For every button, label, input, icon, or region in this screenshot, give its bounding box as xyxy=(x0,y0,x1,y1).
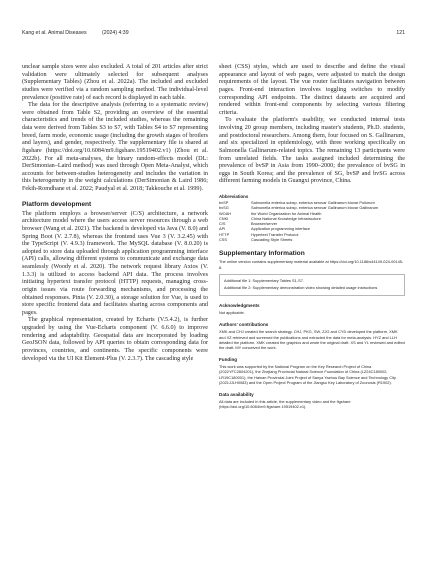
abbreviation-key: bvSG xyxy=(219,205,229,211)
paragraph-3: The platform employs a browser/server (C/S) architecture, a network architecture model where the users access server resources through a web browser (Wang et al. 2021). The backend is developed via Java (V. 8.0) and Spring Boot (V. 2.7.8), whereas the frontend uses Vue 3 (V. 3.2.45) with the TypeScript (V. 4.9.3) framework. The MySQL database (V. 8.0.20) is adopted to store data uploaded through application programming interface (API) calls, allowing different systems to communicate and exchange data seamlessly (Woody et al. 2020). The network request library Axios (V. 1.3.3) is utilized to access backend API data. The process involves initiating hypertext transfer protocol (HTTP) requests, managing cross-origin issues via route forwarding mechanisms, and processing the obtained responses. Pinia (V. 2.0.30), a storage solution for Vue, is used to store specific frontend data and facilitates sharing across components and pages. xyxy=(22,210,208,316)
abbreviation-row xyxy=(219,237,378,242)
paragraph-2: The data for the descriptive analysis (referring to a systematic review) were obtained from Table S2, providing an overview of the essential characteristics and trends of the included studies, whereas the remaining data were derived from Tables S3 to S7, with Tables S4 to S7 representing breed, farm mode, economic usage (including the growth stages of broilers and layers), and gender, respectively. The supplementary file is shared at figshare (https://doi.org/10.6084/m9.figshare.19519402.v1) (Zhou et al. 2022b). For all meta-analyses, the binary random-effects model (DL: DerSimonian–Laird method) was used through Open Meta-Analyst, which accounts for between-studies heterogeneity and includes the variation in this heterogeneity in the weight calculations (DerSimonian & Laird 1986; Fekih-Romdhane et al. 2022; Paudyal et al. 2018; Takkouche et al. 1999). xyxy=(22,102,208,192)
citation: (2024) 4:39 xyxy=(102,30,129,36)
abbreviation-value: Application programming interface xyxy=(251,226,311,232)
abbreviation-key: HTTP xyxy=(219,231,230,237)
funding-heading: Funding xyxy=(219,357,238,363)
paragraph-4: The graphical representation, created by Echarts (V.5.4.2), is further upgraded by using the Vue-Echarts component (V. 6.6.0) to improve rendering and adaptability. Geospatial data are incorporated by loading GeoJSON data, followed by API queries to obtain corresponding data for provinces, countries, and continents. The specific components were developed via the UI Kit Element-Plus (V. 2.3.7). The cascading style xyxy=(22,317,208,362)
abbreviation-value: the World Organization for Animal Health xyxy=(251,210,322,216)
paragraph-5: sheet (CSS) styles, which are used to describe and define the visual appearance and layout of web pages, were adjusted to match the design requirements of the layout. The vue router facilitates navigation between pages. Front-end interaction involves toggling switches to modify corresponding API endpoints. The distinct datasets are acquired and rendered within front-end components by selecting various filtering criteria. xyxy=(219,64,405,116)
abbreviations-table xyxy=(219,200,378,242)
abbreviation-key: API xyxy=(219,226,226,232)
left-column xyxy=(22,64,208,363)
abbreviation-value: Salmonella enterica subsp. enterica serovar Gallinarum biovar Pullorum xyxy=(251,200,375,205)
right-column xyxy=(219,64,405,409)
supplementary-files-box xyxy=(219,274,405,296)
abbreviations-heading: Abbreviations xyxy=(219,194,249,199)
abbreviation-key: bvSP xyxy=(219,200,229,205)
page-number: 121 xyxy=(396,30,405,36)
abbreviation-key: CSS xyxy=(219,237,227,243)
contributions-text: XMK and CHJ created the search strategy. CHJ, PKG, SW, ZJG and CYD developed the platform. XMK and XZ retrieved and screened the publications and extracted the data for meta-analysis. HYZ and LLH detailed the platform. XMK created the graphics and wrote the original draft. XS and YL reviewed and edited the draft. MY conceived the work. xyxy=(219,329,405,350)
abbreviation-key: CNKI xyxy=(219,215,229,221)
data-availability-heading: Data availability xyxy=(219,392,254,398)
abbreviation-value: Cascading Style Sheets xyxy=(251,237,293,243)
abbreviation-value: Browser/server xyxy=(251,221,278,227)
acknowledgments-heading: Acknowledgments xyxy=(219,303,260,309)
funding-text: This work was supported by the National Program on the Key Research Project of China (2022YFC2604201), the Zhejiang Provincial Natural Science Foundation of China (LZ24C180002, LR19C180001), the Hainan Provincial Joint Project of Sanya Yazhou Bay Science and Technology City (2021JJLH0083) and the Open Project Program of the Jiangsu Key Laboratory of Zoonosis (R1902). xyxy=(219,364,396,385)
paragraph-6: To evaluate the platform's usability, we conducted internal tests involving 20 group members, including master's students, Ph.D. students, and postdoctoral researchers. Among them, four focused on S. Gallinarum, and six specialized in epidemiology, with three working specifically on Salmonella Gallinarum-related topics. The remaining 13 participants were from unrelated fields. The tasks assigned included determining the prevalence of bvSP in Asia from 1990–2000; the prevalence of bvSG in eggs in South Korea; and the prevalence of SG, bvSP and bvSG across different farming models in Guangxi province, China. xyxy=(219,117,405,185)
contributions-heading: Authors' contributions xyxy=(219,322,269,328)
paragraph-1: unclear sample sizes were also excluded. A total of 201 articles after strict validation were ultimately selected for subsequent analyses (Supplementary Tables) (Zhou et al. 2022a). The included and excluded studies were verified via a random sampling method. The individual-level prevalence (positive rate) of each record is displayed in each table. xyxy=(22,64,208,101)
abbreviation-value: Salmonella enterica subsp. enterica serovar Gallinarum biovar Gallinarum xyxy=(251,205,379,211)
supplementary-file-1[interactable]: Additional file 1: Supplementary Tables S1-S7. xyxy=(224,277,304,283)
supplementary-heading: Supplementary Information xyxy=(219,250,305,258)
abbreviation-value: China National Knowledge Infrastructure xyxy=(251,215,321,221)
running-header xyxy=(22,30,405,40)
abbreviation-key: C/S xyxy=(219,221,226,227)
section-heading-platform: Platform development xyxy=(22,200,92,208)
data-availability-text: All data are included in this article, the supplementary video and the figshare (https://doi.org/10.6084/m9.figshare.19519402.v1). xyxy=(219,399,351,410)
journal-header xyxy=(22,30,129,36)
abbreviation-key: WOAH xyxy=(219,210,232,216)
journal-name: Kang et al. Animal Diseases xyxy=(22,30,87,36)
acknowledgments-text: Not applicable. xyxy=(219,310,245,316)
supplementary-text: The online version contains supplementary material available at https://doi.org/10.1186/s44149-024-00145-8. xyxy=(219,259,404,270)
abbreviation-value: Hypertext Transfer Protocol xyxy=(251,231,299,237)
supplementary-file-2[interactable]: Additional file 2: Supplementary demonstration video showing detailed usage instructions xyxy=(224,284,378,290)
